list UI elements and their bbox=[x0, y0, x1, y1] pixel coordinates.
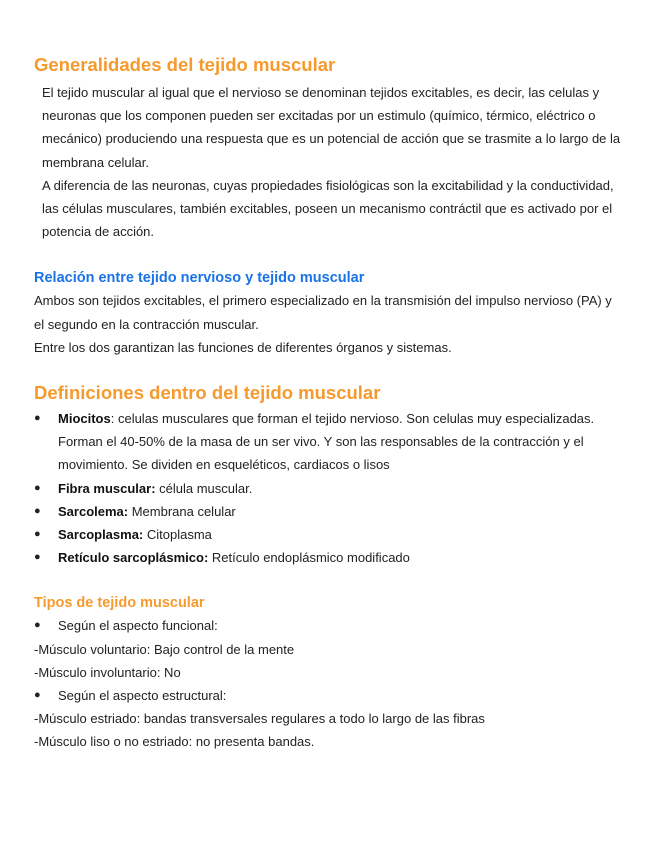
list-item bbox=[34, 477, 622, 500]
definition-text: Membrana celular bbox=[128, 503, 236, 519]
section-title-tipos: Tipos de tejido muscular bbox=[34, 595, 205, 612]
paragraph-ambos-excitables: Ambos son tejidos excitables, el primero especializado en la transmisión del impulso nervioso (PA) y el segundo en la contracción muscular. bbox=[34, 293, 612, 332]
definition-term: Fibra muscular: bbox=[58, 480, 156, 496]
section-definiciones bbox=[34, 381, 622, 569]
bullet-icon: ● bbox=[34, 689, 41, 702]
definition-term: Sarcoplasma: bbox=[58, 527, 144, 543]
line-musculo-involuntario: -Músculo involuntario: No bbox=[34, 664, 181, 680]
definition-term: Sarcolema: bbox=[58, 503, 129, 519]
section-tipos bbox=[34, 592, 622, 753]
line-musculo-voluntario: -Músculo voluntario: Bajo control de la mente bbox=[34, 641, 295, 657]
section-title-definiciones: Definiciones dentro del tejido muscular bbox=[34, 382, 381, 404]
section-generalidades bbox=[34, 53, 622, 243]
definition-term: Miocitos bbox=[58, 411, 111, 427]
bullet-icon: ● bbox=[34, 481, 41, 494]
definitions-list bbox=[34, 407, 622, 569]
definition-text: Retículo endoplásmico modificado bbox=[208, 550, 410, 566]
list-item bbox=[34, 500, 622, 523]
paragraph-garantizan-funciones: Entre los dos garantizan las funciones de diferentes órganos y sistemas. bbox=[34, 339, 452, 355]
section-title-relacion: Relación entre tejido nervioso y tejido muscular bbox=[34, 270, 365, 287]
bullet-aspecto-estructural bbox=[34, 684, 622, 707]
definition-term: Retículo sarcoplásmico: bbox=[58, 550, 209, 566]
section-relacion bbox=[34, 267, 622, 359]
section-title-generalidades: Generalidades del tejido muscular bbox=[34, 54, 336, 75]
bullet-text: Según el aspecto funcional: bbox=[58, 618, 218, 634]
definition-text: : celulas musculares que forman el tejido nervioso. Son celulas muy especializadas. Forman el 40-50% de la masa de un ser vivo. Y son las responsables de la contracción y el movimiento. Se dividen en esqueléticos, cardiacos o lisos bbox=[58, 411, 595, 473]
bullet-aspecto-funcional bbox=[34, 614, 622, 637]
bullet-icon: ● bbox=[34, 528, 41, 541]
bullet-icon: ● bbox=[34, 412, 41, 425]
list-item bbox=[34, 546, 622, 569]
definition-text: Citoplasma bbox=[143, 527, 212, 543]
bullet-icon: ● bbox=[34, 551, 41, 564]
definition-text: célula muscular. bbox=[155, 480, 253, 496]
line-musculo-estriado: -Músculo estriado: bandas transversales regulares a todo lo largo de las fibras bbox=[34, 711, 485, 727]
bullet-text: Según el aspecto estructural: bbox=[58, 688, 227, 704]
paragraph-diferencia-neuronas: A diferencia de las neuronas, cuyas propiedades fisiológicas son la excitabilidad y la conductividad, las células musculares, también excitables, poseen un mecanismo contráctil que es activado por el potencia de acción. bbox=[42, 177, 614, 240]
list-item bbox=[34, 523, 622, 546]
list-item bbox=[34, 407, 622, 477]
line-musculo-liso: -Músculo liso o no estriado: no presenta bandas. bbox=[34, 734, 315, 750]
bullet-icon: ● bbox=[34, 504, 41, 517]
bullet-icon: ● bbox=[34, 619, 41, 632]
paragraph-excitables: El tejido muscular al igual que el nervioso se denominan tejidos excitables, es decir, las celulas y neuronas que los componen pueden ser excitadas por un estimulo (químico, térmico, eléctrico o mecánico) produciendo una respuesta que es un potencial de acción que se trasmite a lo largo de la membrana celular. bbox=[42, 85, 621, 170]
